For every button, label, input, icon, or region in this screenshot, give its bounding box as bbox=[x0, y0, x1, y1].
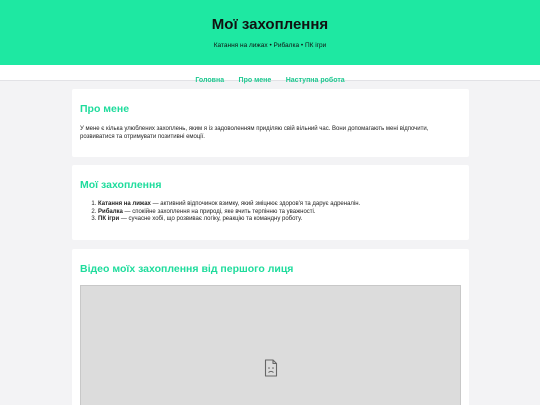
list-item bbox=[98, 216, 461, 224]
broken-file-icon bbox=[264, 359, 278, 377]
page-title: Мої захоплення bbox=[211, 16, 329, 33]
hobby-description: — спокійне захоплення на природі, яке вчить терпінню та уважності. bbox=[122, 208, 316, 215]
hobbies-section bbox=[72, 165, 469, 240]
hobby-name: ПК ігри bbox=[98, 216, 120, 222]
hobby-description: — активний відпочинок взимку, який зміцнює здоров'я та дарує адреналін. bbox=[150, 201, 361, 207]
nav-link-next-work[interactable]: Наступна робота bbox=[285, 77, 345, 84]
hobby-name: Рибалка bbox=[98, 208, 123, 215]
nav-link-home[interactable]: Головна bbox=[195, 77, 225, 84]
list-item bbox=[98, 209, 461, 217]
video-player[interactable] bbox=[80, 285, 461, 405]
nav-link-about[interactable]: Про мене bbox=[238, 77, 272, 84]
site-header bbox=[0, 0, 540, 65]
video-section bbox=[72, 249, 469, 405]
about-text: У мене є кілька улюблених захоплень, яким я із задоволенням приділяю свій вільний час. Вони допомагають мені відпочити, розвиватися та отримувати позитивні емоції. bbox=[80, 126, 429, 140]
video-heading: Відео моїх захоплення від першого лиця bbox=[80, 263, 294, 275]
top-nav bbox=[0, 65, 540, 84]
page-subtitle: Катання на лижах • Рибалка • ПК ігри bbox=[213, 42, 327, 49]
about-section bbox=[72, 89, 469, 157]
hobbies-list bbox=[80, 201, 461, 224]
hobbies-heading: Мої захоплення bbox=[80, 179, 162, 191]
hobby-name: Катання на лижах bbox=[98, 201, 151, 207]
hobby-description: — сучасне хобі, що розвиває логіку, реакцію та командну роботу. bbox=[119, 216, 303, 222]
about-heading: Про мене bbox=[80, 103, 130, 115]
list-item bbox=[98, 201, 461, 209]
